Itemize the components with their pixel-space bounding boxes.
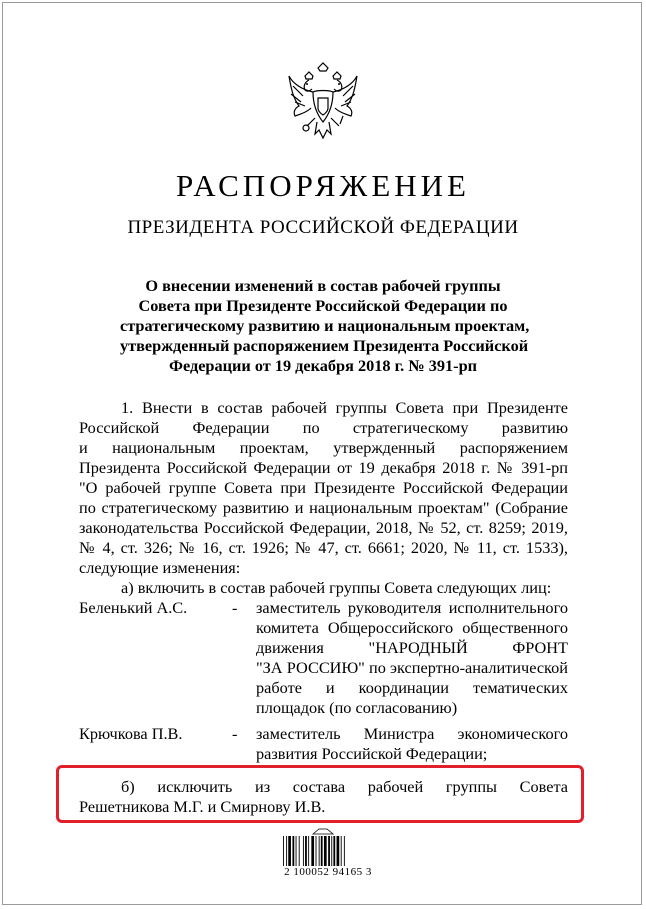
heading-line: О внесении изменений в состав рабочей группы [145, 276, 501, 295]
heading-line: стратегическому развитию и национальным проектам, [120, 316, 530, 335]
description-line: "ЗА РОССИЮ" по экспертно-аналитической [256, 658, 568, 677]
person-name: Беленький А.С. [79, 598, 188, 617]
description-line: развития Российской Федерации; [256, 744, 488, 763]
paragraph-line: следующие изменения: [79, 558, 241, 577]
barcode-number: 2 100052 94165 3 [284, 866, 372, 878]
list-dash: - [232, 724, 238, 743]
paragraph-line: Российской Федерации по стратегическому развитию [79, 418, 568, 437]
person-description [256, 724, 568, 764]
item-b-line: б) исключить из состава рабочей группы Совета [121, 777, 568, 796]
barcode-icon [282, 836, 368, 868]
document-heading [120, 276, 530, 376]
coat-of-arms-icon [285, 62, 361, 154]
paragraph-line: и национальным проектам, утвержденный распоряжением [79, 438, 568, 457]
document-title: РАСПОРЯЖЕНИЕ [176, 168, 470, 203]
item-b-line: Решетникова М.Г. и Смирнову И.В. [79, 797, 326, 816]
description-line: заместитель Министра экономического [256, 724, 568, 743]
item-b [79, 777, 568, 817]
description-line: заместитель руководителя исполнительного [256, 598, 568, 617]
person-name: Крючкова П.В. [79, 724, 183, 743]
heading-line: Совета при Президенте Российской Федерации по [138, 296, 508, 315]
description-line: работе и координации тематических [256, 678, 568, 697]
heading-line: утвержденный распоряжением Президента Российской [120, 336, 529, 355]
item-a: а) включить в состав рабочей группы Совета следующих лиц: [121, 578, 552, 597]
list-dash: - [232, 598, 238, 617]
person-description [256, 598, 568, 718]
paragraph-line: 1. Внести в состав рабочей группы Совета при Президенте [121, 398, 568, 417]
paragraph-line: законодательства Российской Федерации, 2018, № 52, ст. 8259; 2019, [79, 518, 568, 537]
description-line: движения "НАРОДНЫЙ ФРОНТ [256, 638, 568, 657]
paragraph-line: Президента Российской Федерации от 19 декабря 2018 г. № 391-рп [79, 458, 568, 477]
paragraph-line: "О рабочей группе Совета при Президенте Российской Федерации [79, 478, 568, 497]
description-line: комитета Общероссийского общественного [256, 618, 568, 637]
description-line: площадок (по согласованию) [256, 698, 458, 717]
paragraph-1 [79, 398, 568, 598]
document-subtitle: ПРЕЗИДЕНТА РОССИЙСКОЙ ФЕДЕРАЦИИ [127, 217, 519, 238]
printer-mark-icon [309, 827, 337, 835]
heading-line: Федерации от 19 декабря 2018 г. № 391-рп [168, 356, 478, 375]
paragraph-line: по стратегическому развитию и национальным проектам" (Собрание [79, 498, 568, 517]
paragraph-line: № 4, ст. 326; № 16, ст. 1926; № 47, ст. 6661; 2020, № 11, ст. 1533), [79, 538, 568, 557]
